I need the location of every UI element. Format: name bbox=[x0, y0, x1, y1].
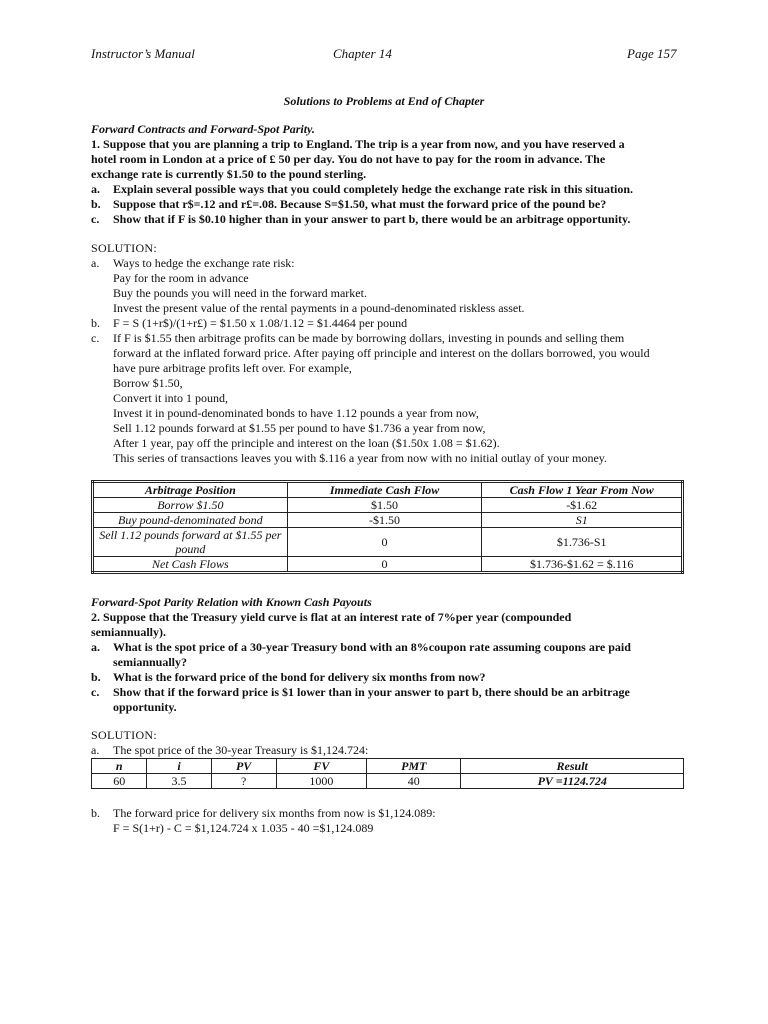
arbitrage-step: Sell 1.12 pounds forward at $1.55 per pound to have $1.736 a year from now, bbox=[113, 421, 486, 435]
problem1-line: hotel room in London at a price of £ 50 per day. You do not have to pay for the room in advance. The bbox=[91, 152, 606, 166]
tvm-table bbox=[91, 758, 684, 789]
arbitrage-step: Borrow $1.50, bbox=[113, 376, 183, 390]
table-cell: Sell 1.12 pounds forward at $1.55 per pound bbox=[93, 528, 288, 557]
problem1-line: exchange rate is currently $1.50 to the pound sterling. bbox=[91, 167, 367, 181]
hedge-option: Buy the pounds you will need in the forward market. bbox=[113, 286, 367, 300]
header-page-number: Page 157 bbox=[627, 46, 677, 61]
solution2-b: b. The forward price for delivery six months from now is $1,124.089: bbox=[91, 806, 436, 820]
problem1-part-c: c. Show that if F is $0.10 higher than in your answer to part b, there would be an arbitrage opportunity. bbox=[91, 212, 631, 226]
section1-problem bbox=[91, 122, 691, 227]
problem2-part-c: c. Show that if the forward price is $1 lower than in your answer to part b, there should be an arbitrage opportunity. bbox=[91, 685, 630, 714]
arbitrage-step: This series of transactions leaves you with $.116 a year from now with no initial outlay of your money. bbox=[113, 451, 608, 465]
hedge-option: Invest the present value of the rental payments in a pound-denominated riskless asset. bbox=[113, 301, 525, 315]
problem2-line: 2. Suppose that the Treasury yield curve is flat at an interest rate of 7%per year (compounded bbox=[91, 610, 572, 624]
section2-heading: Forward-Spot Parity Relation with Known Cash Payouts bbox=[91, 595, 372, 609]
problem2-part-a: a. What is the spot price of a 30-year Treasury bond with an 8%coupon rate assuming coupons are paid semiannually? bbox=[91, 640, 631, 669]
table-row bbox=[93, 513, 683, 528]
header-left: Instructor’s Manual bbox=[91, 46, 195, 61]
column-header: PV bbox=[211, 759, 276, 774]
column-header: FV bbox=[276, 759, 366, 774]
column-header: Immediate Cash Flow bbox=[287, 482, 482, 498]
solution-a: a. Ways to hedge the exchange rate risk: bbox=[91, 256, 295, 270]
table-row bbox=[93, 557, 683, 573]
table-row bbox=[92, 774, 684, 789]
table-cell: 0 bbox=[287, 528, 482, 557]
arbitrage-step: After 1 year, pay off the principle and interest on the loan ($1.50x 1.08 = $1.62). bbox=[113, 436, 500, 450]
table-cell: $1.736-$1.62 = $.116 bbox=[482, 557, 683, 573]
table-cell: Borrow $1.50 bbox=[93, 498, 288, 513]
column-header: Cash Flow 1 Year From Now bbox=[482, 482, 683, 498]
table-header-row bbox=[93, 482, 683, 498]
table-cell: $1.736-S1 bbox=[482, 528, 683, 557]
table-cell: S1 bbox=[482, 513, 683, 528]
problem1-part-a: a. Explain several possible ways that you could completely hedge the exchange rate risk in this situation. bbox=[91, 182, 634, 196]
column-header: Arbitrage Position bbox=[93, 482, 288, 498]
table-row bbox=[93, 528, 683, 557]
table-cell: 3.5 bbox=[147, 774, 211, 789]
table-cell: 1000 bbox=[276, 774, 366, 789]
table-header-row bbox=[92, 759, 684, 774]
table-cell: $1.50 bbox=[287, 498, 482, 513]
column-header: Result bbox=[461, 759, 684, 774]
problem1-part-b: b. Suppose that r$=.12 and r£=.08. Because S=$1.50, what must the forward price of the pound be? bbox=[91, 197, 607, 211]
solution-c: c. If F is $1.55 then arbitrage profits can be made by borrowing dollars, investing in pounds and selling them bbox=[91, 331, 625, 345]
section2-solution-b bbox=[91, 806, 691, 836]
table-cell: -$1.62 bbox=[482, 498, 683, 513]
forward-price-formula: F = S(1+r) - C = $1,124.724 x 1.035 - 40 =$1,124.089 bbox=[113, 821, 374, 835]
table-cell: -$1.50 bbox=[287, 513, 482, 528]
solution-c-line: forward at the inflated forward price. After paying off principle and interest on the dollars borrowed, you would bbox=[113, 346, 650, 360]
solution-b: b. F = S (1+r$)/(1+r£) = $1.50 x 1.08/1.12 = $1.4464 per pound bbox=[91, 316, 408, 330]
table-cell: PV =1124.724 bbox=[461, 774, 684, 789]
solution2-a: a. The spot price of the 30-year Treasury is $1,124.724: bbox=[91, 743, 369, 757]
table-cell: ? bbox=[211, 774, 276, 789]
arbitrage-step: Convert it into 1 pound, bbox=[113, 391, 228, 405]
table-row bbox=[93, 498, 683, 513]
problem1-line: 1. Suppose that you are planning a trip to England. The trip is a year from now, and you have reserved a bbox=[91, 137, 625, 151]
arbitrage-step: Invest it in pound-denominated bonds to have 1.12 pounds a year from now, bbox=[113, 406, 479, 420]
problem2-part-b: b. What is the forward price of the bond for delivery six months from now? bbox=[91, 670, 486, 684]
column-header: PMT bbox=[367, 759, 461, 774]
solution-label: SOLUTION: bbox=[91, 728, 158, 742]
column-header: n bbox=[92, 759, 147, 774]
section2-solution bbox=[91, 728, 691, 758]
arbitrage-table bbox=[91, 480, 684, 574]
header-center: Chapter 14 bbox=[333, 46, 392, 61]
section1-solution bbox=[91, 241, 691, 466]
table-cell: 60 bbox=[92, 774, 147, 789]
page-title: Solutions to Problems at End of Chapter bbox=[283, 94, 485, 108]
table-cell: 0 bbox=[287, 557, 482, 573]
hedge-option: Pay for the room in advance bbox=[113, 271, 249, 285]
solution-c-line: have pure arbitrage profits left over. For example, bbox=[113, 361, 352, 375]
section2-problem bbox=[91, 595, 691, 715]
table-cell: Buy pound-denominated bond bbox=[93, 513, 288, 528]
table-cell: 40 bbox=[367, 774, 461, 789]
problem2-line: semiannually). bbox=[91, 625, 167, 639]
section1-heading: Forward Contracts and Forward-Spot Parity. bbox=[91, 122, 315, 136]
column-header: i bbox=[147, 759, 211, 774]
solution-label: SOLUTION: bbox=[91, 241, 158, 255]
table-cell: Net Cash Flows bbox=[93, 557, 288, 573]
